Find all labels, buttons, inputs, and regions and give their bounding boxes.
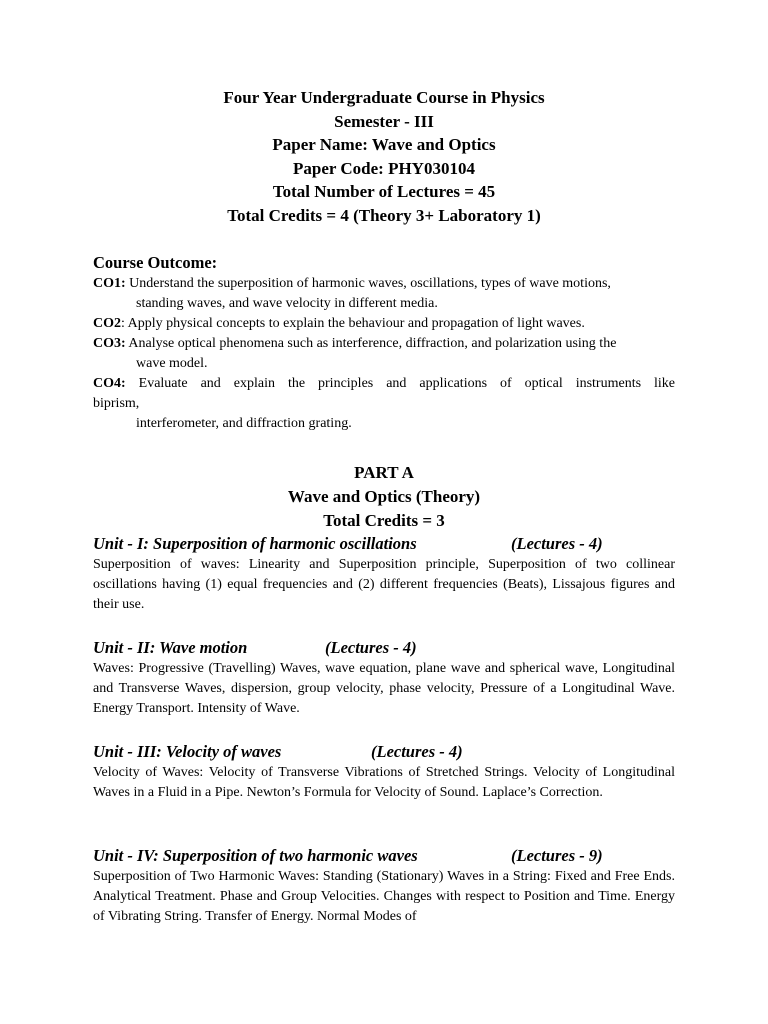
unit-body: Waves: Progressive (Travelling) Waves, wave equation, plane wave and spherical wave, Longitudinal and Transverse Waves, dispersion, group velocity, phase velocity, Pressure of a Longitudinal Wave. Energy Transport. Intensity of Wave.	[93, 661, 675, 717]
paper-code: Paper Code: PHY030104	[293, 158, 475, 178]
co4-wrap: biprism,	[93, 396, 140, 411]
co1-continuation: standing waves, and wave velocity in different media.	[136, 296, 438, 311]
unit-lectures: (Lectures - 9)	[511, 846, 603, 865]
paper-name: Paper Name: Wave and Optics	[272, 135, 496, 155]
co4-text: Evaluate and explain the principles and applications of optical instruments like	[125, 376, 675, 391]
part-a-subtitle: Wave and Optics (Theory)	[287, 487, 481, 506]
total-lectures: Total Number of Lectures = 45	[272, 182, 496, 202]
co3-text: Analyse optical phenomena such as interference, diffraction, and polarization using the	[125, 336, 617, 351]
unit-title: Unit - IV: Superposition of two harmonic waves	[93, 846, 418, 865]
unit-title: Unit - II: Wave motion	[93, 638, 248, 657]
unit-title: Unit - III: Velocity of waves	[93, 742, 282, 761]
co1-item	[93, 274, 675, 294]
unit-body: Velocity of Waves: Velocity of Transverse Vibrations of Stretched Strings. Velocity of Longitudinal Waves in a Fluid in a Pipe. Newton’s Formula for Velocity of Sound. Laplace’s Correction.	[93, 765, 675, 801]
unit-lectures: (Lectures - 4)	[511, 534, 603, 553]
unit-1	[93, 533, 675, 616]
co2-text: : Apply physical concepts to explain the behaviour and propagation of light waves.	[121, 316, 585, 331]
co2-item	[93, 314, 675, 334]
co4-label: CO4:	[93, 376, 126, 391]
co3-continuation: wave model.	[136, 356, 208, 371]
unit-3	[93, 741, 675, 803]
co3-item	[93, 334, 675, 354]
co4-item	[93, 374, 675, 394]
total-credits: Total Credits = 4 (Theory 3+ Laboratory 1)	[227, 205, 541, 225]
unit-heading	[93, 637, 675, 659]
unit-4	[93, 845, 675, 928]
course-outcome-title: Course Outcome:	[93, 253, 218, 272]
co1-label: CO1:	[93, 276, 126, 291]
unit-lectures: (Lectures - 4)	[371, 742, 463, 761]
part-a-title: PART A	[354, 463, 414, 482]
unit-title: Unit - I: Superposition of harmonic oscillations	[93, 534, 417, 553]
unit-heading	[93, 533, 675, 555]
course-title: Four Year Undergraduate Course in Physics	[223, 88, 545, 107]
co2-label: CO2	[93, 316, 121, 331]
co4-continuation: interferometer, and diffraction grating.	[136, 416, 352, 431]
unit-body: Superposition of Two Harmonic Waves: Standing (Stationary) Waves in a String: Fixed and Free Ends. Analytical Treatment. Phase and Group Velocities. Changes with respect to Position and Time. Energy of Vibrating String. Transfer of Energy. Normal Modes of	[93, 869, 675, 925]
unit-lectures: (Lectures - 4)	[325, 638, 417, 657]
course-outcome-section	[93, 252, 675, 434]
unit-heading	[93, 845, 675, 867]
unit-body: Superposition of waves: Linearity and Superposition principle, Superposition of two collinear oscillations having (1) equal frequencies and (2) different frequencies (Beats), Lissajous figures and their use.	[93, 557, 675, 613]
unit-heading	[93, 741, 675, 763]
semester: Semester - III	[334, 111, 434, 131]
course-header	[0, 86, 768, 228]
co3-label: CO3:	[93, 336, 126, 351]
part-a-header	[0, 461, 768, 533]
part-a-credits: Total Credits = 3	[323, 511, 445, 530]
unit-2	[93, 637, 675, 720]
co1-text: Understand the superposition of harmonic waves, oscillations, types of wave motions,	[125, 276, 611, 291]
